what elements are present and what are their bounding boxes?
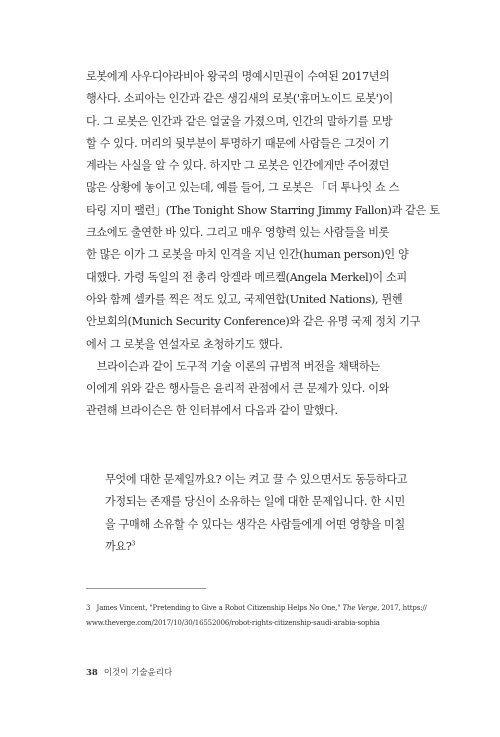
text-line: 관련해 브라이슨은 한 인터뷰에서 다음과 같이 말했다. xyxy=(86,404,338,418)
running-title: 이것이 기술윤리다 xyxy=(103,668,173,678)
text-line: 할 수 있다. 머리의 뒷부분이 투명하기 때문에 사람들은 그것이 기 xyxy=(86,136,390,150)
text-line: 안보회의(Munich Security Conference)와 같은 유명 국제 정치 기구 xyxy=(86,315,421,329)
quote-line xyxy=(105,536,420,558)
footnote-journal: The Verge xyxy=(342,604,378,612)
text-line: 에서 그 로봇을 연설자로 초청하기도 했다. xyxy=(86,337,283,351)
text-line: 계라는 사실을 알 수 있다. 하지만 그 로봇은 인간에게만 주어졌던 xyxy=(86,159,390,173)
footnote-url[interactable]: www.theverge.com/2017/10/30/16552006/robot-rights-citizenship-saudi-arabia-sophia xyxy=(86,619,380,627)
text-line: 다. 그 로봇은 인간과 같은 얼굴을 가졌으며, 인간의 말하기를 모방 xyxy=(86,114,393,128)
body-text xyxy=(86,66,440,423)
text-line: 타링 지미 팰런」(The Tonight Show Starring Jimmy Fallon)과 같은 토 xyxy=(86,203,440,217)
text-line: 아와 함께 셀카를 찍은 적도 있고, 국제연합(United Nations), 뮌헨 xyxy=(86,292,403,306)
text-line: 로봇에게 사우디아라비아 왕국의 명예시민권이 수여된 2017년의 xyxy=(86,70,390,83)
paragraph-2 xyxy=(86,356,416,423)
text-line: 대했다. 가령 독일의 전 총리 앙겔라 메르켈(Angela Merkel)이 소피 xyxy=(86,270,407,284)
quote-line: 무엇에 대한 문제일까요? 이는 켜고 끌 수 있으면서도 동등하다고 xyxy=(105,473,408,486)
text-line: 한 많은 이가 그 로봇을 마치 인격을 지닌 인간(human person)인 양 xyxy=(86,248,409,262)
quote-line: 가정되는 존재를 당신이 소유하는 일에 대한 문제입니다. 한 시민 xyxy=(105,495,405,509)
footnote-reference[interactable]: 3 xyxy=(131,540,136,548)
text-line: 브라이슨과 같이 도구적 기술 이론의 규범적 버전을 채택하는 xyxy=(86,359,380,373)
quote-line: 을 구매해 소유할 수 있다는 생각은 사람들에게 어떤 영향을 미칠 xyxy=(105,517,405,531)
text-line: 이에게 위와 같은 행사들은 윤리적 관점에서 큰 문제가 있다. 이와 xyxy=(86,382,390,396)
text-line: 행사다. 소피아는 인간과 같은 생김새의 로봇('휴머노이드 로봇')이 xyxy=(86,92,393,106)
footnote-rest: , 2017, https:// xyxy=(377,604,427,612)
footnote xyxy=(86,601,426,631)
block-quote xyxy=(105,469,420,558)
footnote-number: 3 xyxy=(86,604,91,612)
footnote-author: James Vincent, xyxy=(96,604,148,612)
footnote-line-1 xyxy=(86,601,426,616)
text-line: 많은 상황에 놓이고 있는데, 예를 들어, 그 로봇은 「더 투나잇 쇼 스 xyxy=(86,181,400,195)
quote-last-text: 까요? xyxy=(105,539,132,553)
page-number: 38 xyxy=(86,668,98,678)
text-line: 크쇼에도 출연한 바 있다. 그리고 매우 영향력 있는 사람들을 비롯 xyxy=(86,226,390,240)
footnote-divider xyxy=(86,588,206,589)
paragraph-1 xyxy=(86,66,440,356)
footnote-title: "Pretending to Give a Robot Citizenship Helps No One," xyxy=(149,604,341,612)
page-footer xyxy=(86,666,172,678)
